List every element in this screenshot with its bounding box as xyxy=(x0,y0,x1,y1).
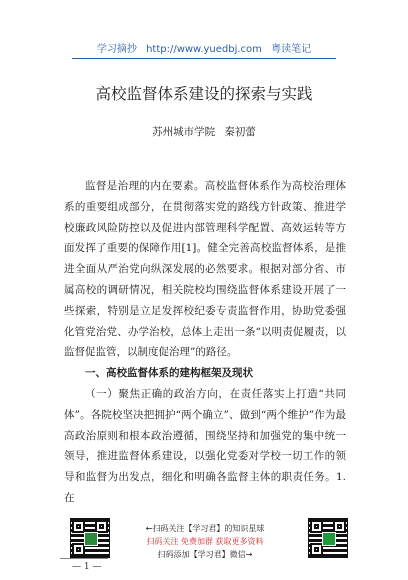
header-left-text: 学习摘抄 xyxy=(96,44,137,55)
page-header xyxy=(0,40,408,55)
section-heading: 一、高校监督体系的建构框架及现状 xyxy=(85,367,253,380)
header-url[interactable]: http://www.yuedbj.com xyxy=(146,44,262,55)
header-right-text: 粤读笔记 xyxy=(271,44,312,55)
body-paragraph: （一）聚焦正确的政治方向，在责任落实上打造“共同体”。各院校坚决把拥护“两个确立”、做到“两个维护”作为最高政治原则和根本政治遵循，围绕坚持和加强党的集中统一领导，推进监督体系建设，以强化党委对学校一切工作的领导和监督为出发点，细化和明确各监督主体的职责任务。1.在 xyxy=(64,387,346,504)
author-affiliation: 苏州城市学院 xyxy=(152,126,216,138)
document-title: 高校监督体系建设的探索与实践 xyxy=(95,85,313,103)
page-number-rule xyxy=(60,558,108,559)
promo-line-2: 扫码关注 免费加群 获取更多资料 xyxy=(146,537,264,546)
promo-footer xyxy=(0,508,408,568)
author-line xyxy=(0,124,408,139)
header-rule xyxy=(72,58,336,59)
qr-code-icon[interactable] xyxy=(70,518,110,558)
promo-line-3: 扫码添加【学习君】微信→ xyxy=(157,550,253,559)
author-name: 秦初蕾 xyxy=(224,126,256,138)
document-body xyxy=(64,176,346,509)
promo-text xyxy=(120,522,290,561)
body-paragraph: 监督是治理的内在要素。高校监督体系作为高校治理体系的重要组成部分，在贯彻落实党的路线方针政策、推进学校廉政风险防控以及促进内部管理科学配置、高效运转等方面发挥了重要的保障作用[1]。健全完善高校监督体系，是推进全面从严治党向纵深发展的必然要求。根据对部分省、市属高校的调研情况，相关院校均围绕监督体系建设开展了一些探索，特别是立足发挥校纪委专责监督作用，协助党委强化管党治党、办学治校，总体上走出一条“以明责促履责，以监督促监管，以制度促治理”的路径。 xyxy=(64,180,346,359)
page-number: — 1 — xyxy=(72,562,102,572)
qr-code-icon[interactable] xyxy=(308,518,348,558)
promo-line-1: ←扫码关注【学习君】的知识星球 xyxy=(145,524,265,533)
